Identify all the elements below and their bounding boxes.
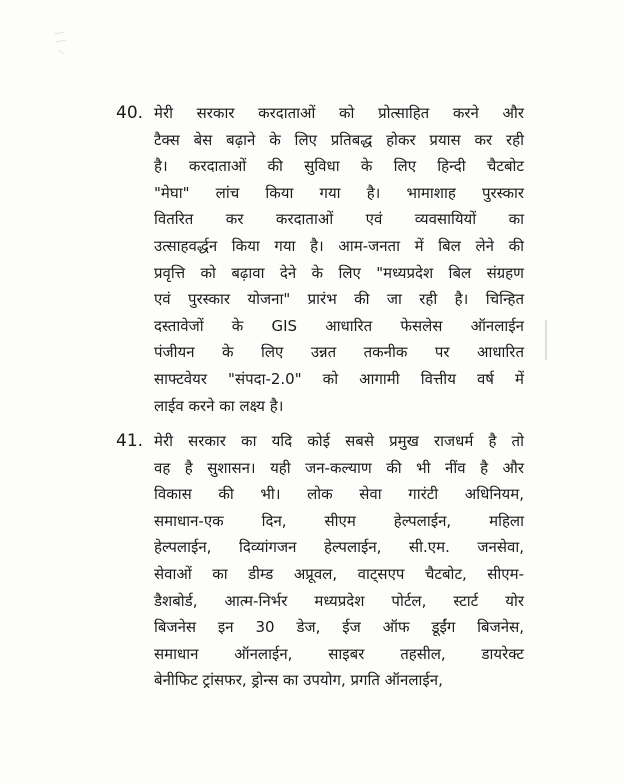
text-line: पंजीयन के लिए उन्नत तकनीक पर आधारित (154, 343, 524, 362)
text-line: मेरी सरकार का यदि कोई सबसे प्रमुख राजधर्म है तो (154, 432, 524, 450)
text-line: समाधान ऑनलाईन, साइबर तहसील, डायरेक्ट (154, 644, 524, 663)
paragraph-number: 40. (116, 103, 144, 123)
paragraph-text (154, 100, 524, 419)
text-line: वितरित कर करदाताओं एवं व्यवसायियों का (154, 210, 524, 229)
paragraph-41 (116, 428, 524, 694)
text-line: बिजनेस इन 30 डेज, ईज ऑफ डूईंग बिजनेस, (154, 618, 524, 637)
paragraph-40 (116, 100, 524, 419)
text-line: हेल्पलाईन, दिव्यांगजन हेल्पलाईन, सी.एम. जनसेवा, (154, 538, 524, 557)
text-line: वह है सुशासन। यही जन-कल्याण की भी नींव है और (154, 458, 524, 477)
text-line: टैक्स बेस बढ़ाने के लिए प्रतिबद्ध होकर प्रयास कर रही (154, 130, 524, 149)
text-line: प्रवृत्ति को बढ़ावा देने के लिए "मध्यप्रदेश बिल संग्रहण (154, 263, 524, 282)
text-line: दस्तावेजों के GIS आधारित फेसलेस ऑनलाईन (154, 316, 524, 335)
text-line: समाधान-एक दिन, सीएम हेल्पलाईन, महिला (154, 511, 524, 530)
text-line: सेवाओं का डीम्ड अप्रूवल, वाट्सएप चैटबोट, सीएम- (154, 564, 524, 583)
text-line: उत्साहवर्द्धन किया गया है। आम-जनता में बिल लेने की (154, 236, 524, 255)
paragraph-number: 41. (116, 431, 144, 451)
text-line: बेनीफिट ट्रांसफर, ड्रोन्स का उपयोग, प्रगति ऑनलाईन, (154, 671, 443, 690)
text-line: "मेघा" लांच किया गया है। भामाशाह पुरस्कार (154, 183, 524, 202)
text-line: है। करदाताओं की सुविधा के लिए हिन्दी चैटबोट (154, 157, 524, 176)
text-line: विकास की भी। लोक सेवा गारंटी अधिनियम, (154, 485, 524, 504)
text-line: साफ्टवेयर "संपदा-2.0" को आगामी वित्तीय वर्ष में (154, 369, 524, 388)
text-line: डैशबोर्ड, आत्म-निर्भर मध्यप्रदेश पोर्टल, स्टार्ट योर (154, 591, 524, 610)
text-line: लाईव करने का लक्ष्य है। (154, 396, 284, 415)
text-line: एवं पुरस्कार योजना" प्रारंभ की जा रही है। चिन्हित (154, 290, 524, 309)
scan-edge-mark (545, 320, 547, 360)
paragraph-text (154, 428, 524, 694)
text-line: मेरी सरकार करदाताओं को प्रोत्साहित करने और (154, 104, 524, 122)
scan-artifact (50, 28, 72, 64)
